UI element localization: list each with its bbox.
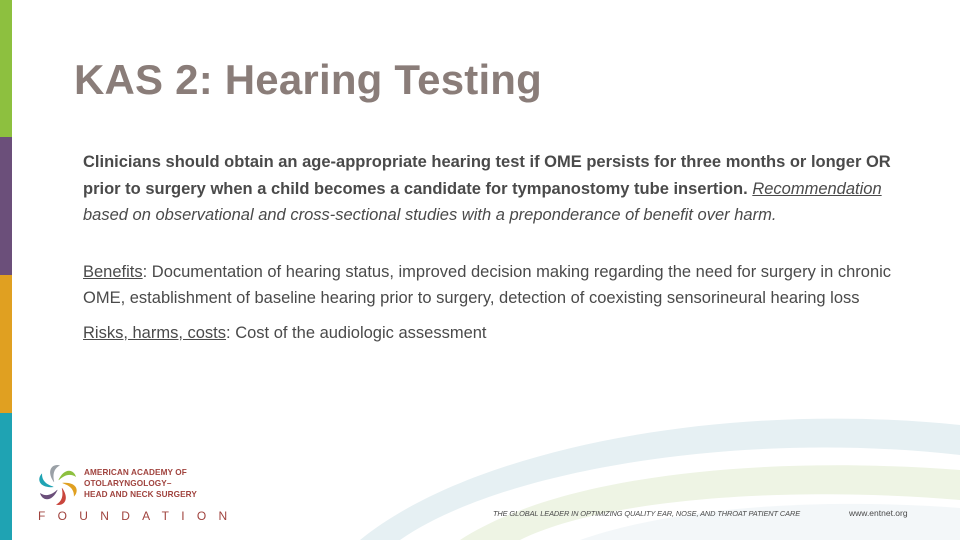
aao-hnsf-logo — [36, 463, 240, 525]
logo-mark-icon — [36, 463, 80, 507]
risks-paragraph — [83, 320, 893, 346]
statement-text: Clinicians should obtain an age-appropriate hearing test if OME persists for three months or longer OR prior to surgery when a child becomes a candidate for tympanostomy tube insertion. — [83, 153, 891, 198]
benefits-text: : Documentation of hearing status, improved decision making regarding the need for surgery in chronic OME, establishment of baseline hearing prior to surgery, detection of coexisting sensorineural hearing loss — [83, 262, 892, 307]
organization-name — [84, 467, 197, 500]
footer-tagline: THE GLOBAL LEADER IN OPTIMIZING QUALITY EAR, NOSE, AND THROAT PATIENT CARE — [493, 509, 801, 518]
org-name-line-1: AMERICAN ACADEMY OF — [84, 468, 187, 477]
org-name-line-3: HEAD AND NECK SURGERY — [84, 490, 197, 499]
website-link[interactable]: www.entnet.org — [849, 508, 908, 518]
slide-body — [83, 149, 893, 346]
org-name-line-2: OTOLARYNGOLOGY– — [84, 479, 172, 488]
recommendation-text: based on observational and cross-sectional studies with a preponderance of benefit over harm. — [83, 206, 777, 224]
key-action-statement — [83, 149, 893, 229]
benefits-label: Benefits — [83, 262, 143, 281]
recommendation-label: Recommendation — [752, 179, 882, 198]
foundation-wordmark: FOUNDATION — [38, 509, 240, 523]
benefits-paragraph — [83, 259, 893, 311]
risks-label: Risks, harms, costs — [83, 323, 227, 342]
risks-text: : Cost of the audiologic assessment — [226, 323, 487, 342]
slide-title: KAS 2: Hearing Testing — [74, 56, 543, 103]
